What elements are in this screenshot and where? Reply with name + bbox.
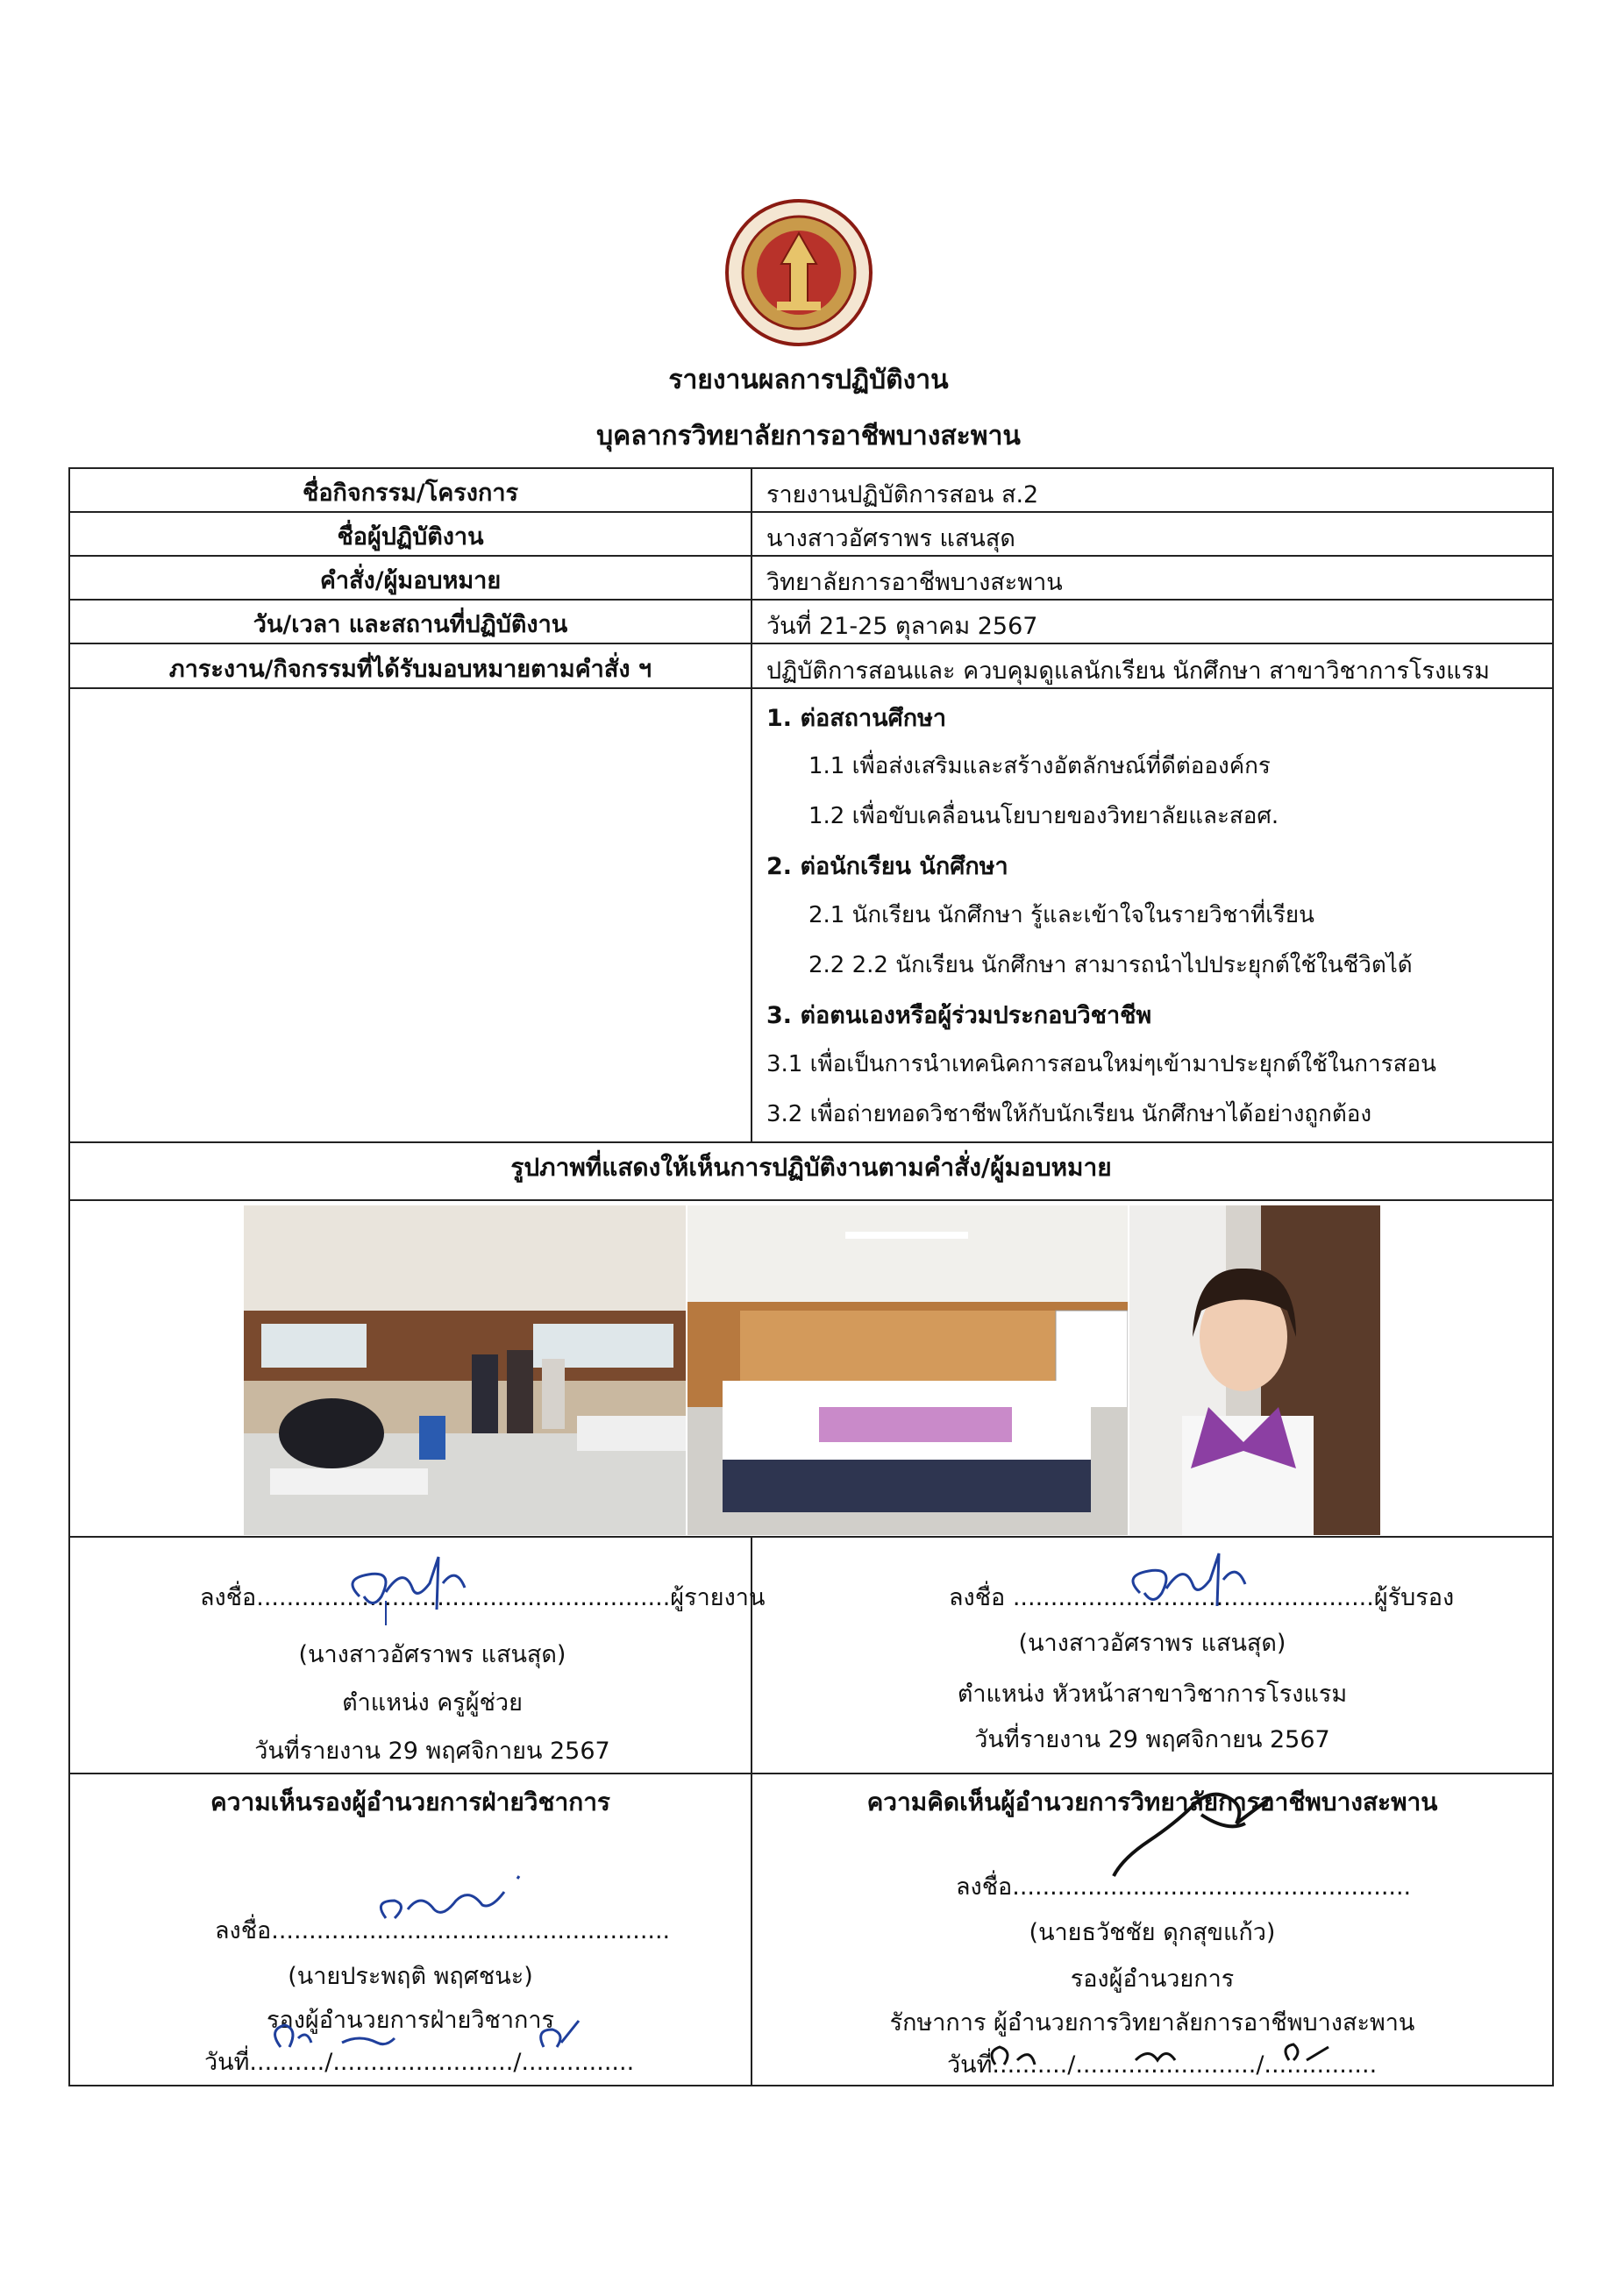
activity-value: รายงานปฏิบัติการสอน ส.2 bbox=[766, 481, 1039, 508]
row-divider bbox=[68, 1141, 1554, 1143]
activity-label: ชื่อกิจกรรม/โครงการ bbox=[303, 480, 518, 507]
deputy-sign-line: ลงชื่อ..................................................... bbox=[215, 1917, 671, 1944]
photos-caption: รูปภาพที่แสดงให้เห็นการปฏิบัติงานตามคำสั่ง/ผู้มอบหมาย bbox=[510, 1153, 1112, 1182]
director-date-line: วันที่........../......................../............... bbox=[947, 2051, 1378, 2079]
classroom-photo-2 bbox=[687, 1205, 1128, 1535]
datetime-label: วัน/เวลา และสถานที่ปฏิบัติงาน bbox=[253, 611, 568, 638]
deputy-heading: ความเห็นรองผู้อำนวยการฝ่ายวิชาการ bbox=[210, 1788, 610, 1816]
reporter-name: (นางสาวอัศราพร แสนสุด) bbox=[298, 1641, 566, 1668]
deputy-date-line: วันที่........../......................../............... bbox=[204, 2049, 635, 2076]
performer-label: ชื่อผู้ปฏิบัติงาน bbox=[337, 523, 484, 551]
task-value: ปฏิบัติการสอนและ ควบคุมดูแลนักเรียน นักศึกษา สาขาวิชาการโรงแรม bbox=[766, 658, 1490, 685]
director-heading: ความคิดเห็นผู้อำนวยการวิทยาลัยการอาชีพบางสะพาน bbox=[866, 1788, 1438, 1816]
certifier-sign-line: ลงชื่อ ................................................ผู้รับรอง bbox=[949, 1584, 1455, 1611]
college-seal-icon bbox=[724, 198, 873, 347]
director-handwritten-date-icon bbox=[982, 2034, 1385, 2078]
certifier-signature-icon bbox=[1114, 1545, 1263, 1615]
objective-heading-1: 1. ต่อสถานศึกษา bbox=[766, 705, 947, 732]
objective-item-2-1: 2.1 นักเรียน นักศึกษา รู้และเข้าใจในรายวิชาที่เรียน bbox=[808, 902, 1314, 928]
column-divider bbox=[751, 467, 752, 1141]
objective-item-1-2: 1.2 เพื่อขับเคลื่อนนโยบายของวิทยาลัยและสอศ. bbox=[808, 803, 1279, 829]
objective-item-1-1: 1.1 เพื่อส่งเสริมและสร้างอัตลักษณ์ที่ดีต่อองค์กร bbox=[808, 753, 1271, 779]
director-sign-line: ลงชื่อ..................................................... bbox=[956, 1873, 1412, 1901]
objective-heading-3: 3. ต่อตนเองหรือผู้ร่วมประกอบวิชาชีพ bbox=[766, 1002, 1152, 1029]
assignor-value: วิทยาลัยการอาชีพบางสะพาน bbox=[766, 569, 1063, 596]
student-portrait-photo bbox=[1129, 1205, 1380, 1535]
director-position: รองผู้อำนวยการ bbox=[1070, 1965, 1235, 1993]
reporter-position: ตำแหน่ง ครูผู้ช่วย bbox=[342, 1689, 523, 1717]
college-seal bbox=[724, 198, 873, 347]
datetime-value: วันที่ 21-25 ตุลาคม 2567 bbox=[766, 613, 1038, 640]
objective-item-3-2: 3.2 เพื่อถ่ายทอดวิชาชีพให้กับนักเรียน นักศึกษาได้อย่างถูกต้อง bbox=[766, 1101, 1372, 1127]
reporter-date: วันที่รายงาน 29 พฤศจิกายน 2567 bbox=[254, 1738, 610, 1765]
certifier-position: ตำแหน่ง หัวหน้าสาขาวิชาการโรงแรม bbox=[957, 1681, 1348, 1708]
certifier-name: (นางสาวอัศราพร แสนสุด) bbox=[1018, 1630, 1286, 1657]
reporter-sign-line: ลงชื่อ.......................................................ผู้รายงาน bbox=[200, 1584, 766, 1611]
deputy-position: รองผู้อำนวยการฝ่ายวิชาการ bbox=[266, 2007, 554, 2034]
deputy-name: (นายประพฤติ พฤศชนะ) bbox=[288, 1963, 533, 1990]
objective-item-2-2: 2.2 2.2 นักเรียน นักศึกษา สามารถนำไปประยุกต์ใช้ในชีวิตได้ bbox=[808, 952, 1413, 978]
assignor-label: คำสั่ง/ผู้มอบหมาย bbox=[319, 567, 502, 594]
director-acting: รักษาการ ผู้อำนวยการวิทยาลัยการอาชีพบางสะพาน bbox=[889, 2009, 1415, 2037]
task-label: ภาระงาน/กิจกรรมที่ได้รับมอบหมายตามคำสั่ง ฯ bbox=[168, 656, 652, 683]
row-divider bbox=[68, 1199, 1554, 1201]
report-title: รายงานผลการปฏิบัติงาน bbox=[668, 365, 949, 395]
objective-item-3-1: 3.1 เพื่อเป็นการนำเทคนิคการสอนใหม่ๆเข้ามาประยุกต์ใช้ในการสอน bbox=[766, 1051, 1436, 1077]
deputy-handwritten-date-icon bbox=[263, 2003, 614, 2065]
certifier-date: วันที่รายงาน 29 พฤศจิกายน 2567 bbox=[974, 1726, 1330, 1753]
row-divider bbox=[68, 1773, 1554, 1774]
classroom-photo-1 bbox=[244, 1205, 686, 1535]
reporter-signature-icon bbox=[333, 1548, 482, 1627]
objective-heading-2: 2. ต่อนักเรียน นักศึกษา bbox=[766, 853, 1008, 880]
report-subtitle: บุคลากรวิทยาลัยการอาชีพบางสะพาน bbox=[596, 421, 1021, 451]
performer-value: นางสาวอัศราพร แสนสุด bbox=[766, 525, 1015, 552]
director-name: (นายธวัชชัย ดุกสุขแก้ว) bbox=[1029, 1919, 1276, 1946]
row-divider bbox=[68, 1536, 1554, 1538]
